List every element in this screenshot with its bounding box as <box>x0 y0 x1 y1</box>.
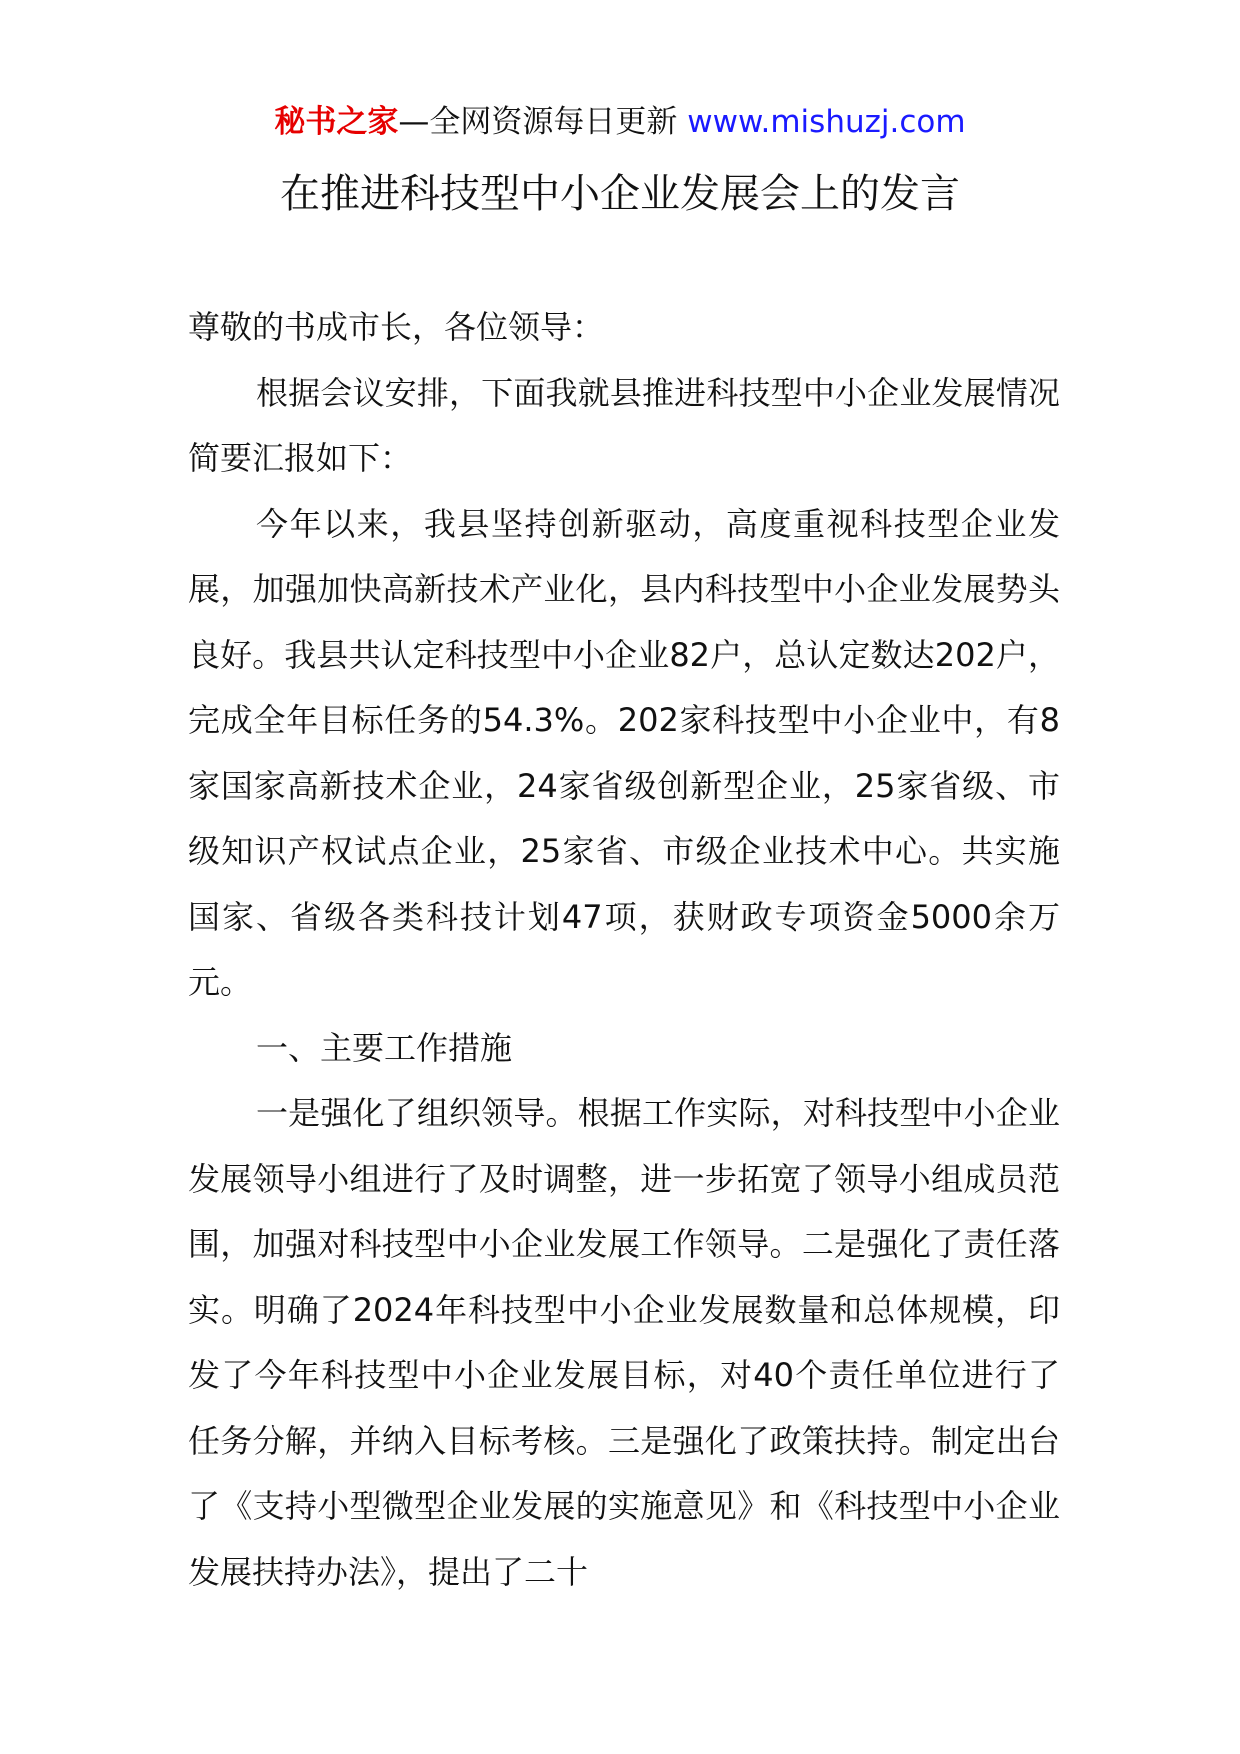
document-title: 在推进科技型中小企业发展会上的发言 <box>280 171 960 217</box>
site-header <box>0 100 1240 144</box>
paragraph-intro: 根据会议安排，下面我就县推进科技型中小企业发展情况简要汇报如下： <box>188 373 1060 477</box>
salutation: 尊敬的书成市长，各位领导： <box>188 308 605 346</box>
paragraph-measures: 一是强化了组织领导。根据工作实际，对科技型中小企业发展领导小组进行了及时调整，进一步拓宽了领导小组成员范围，加强对科技型中小企业发展工作领导。二是强化了责任落实。明确了2024年科技型中小企业发展数量和总体规模，印发了今年科技型中小企业发展目标，对40个责任单位进行了任务分解，并纳入目标考核。三是强化了政策扶持。制定出台了《支持小型微型企业发展的实施意见》和《科技型中小企业发展扶持办法》，提出了二十 <box>188 1094 1060 1591</box>
site-url-link[interactable]: www.mishuzj.com <box>687 104 966 140</box>
paragraph-overview: 今年以来，我县坚持创新驱动，高度重视科技型企业发展，加强加快高新技术产业化，县内科技型中小企业发展势头良好。我县共认定科技型中小企业82户，总认定数达202户，完成全年目标任务的54.3%。202家科技型中小企业中，有8家国家高新技术企业，24家省级创新型企业，25家省级、市级知识产权试点企业，25家省、市级企业技术中心。共实施国家、省级各类科技计划47项，获财政专项资金5000余万元。 <box>188 504 1060 1001</box>
section-heading: 一、主要工作措施 <box>256 1028 513 1067</box>
document-body <box>188 295 1060 1605</box>
header-slogan: —全网资源每日更新 <box>398 104 678 140</box>
brand-name: 秘书之家 <box>274 104 399 140</box>
